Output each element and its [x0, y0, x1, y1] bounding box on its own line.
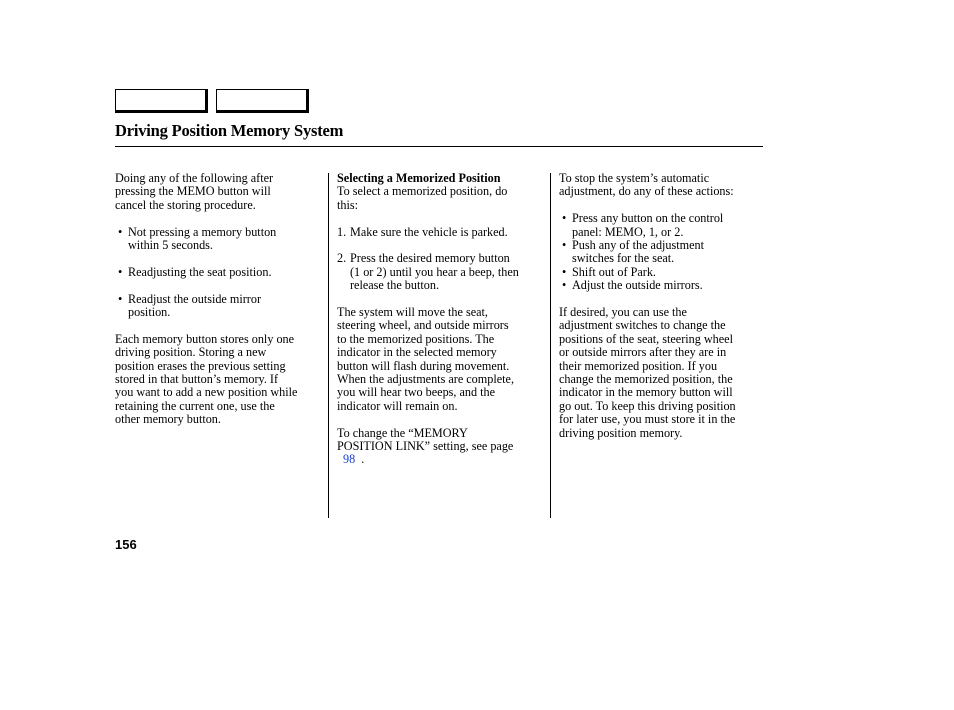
nav-button-previous[interactable]: [115, 89, 208, 113]
col3-bullet: • Press any button on the control panel: MEMO, 1, or 2.: [559, 212, 763, 239]
col2-intro: To select a memorized position, do this:: [337, 184, 508, 212]
page-number: 156: [115, 537, 137, 552]
col1-bullet: • Readjust the outside mirror position.: [115, 293, 321, 320]
col1-bullet: • Not pressing a memory button within 5 seconds.: [115, 226, 321, 253]
col1-intro: Doing any of the following after pressing the MEMO button will cancel the storing procedure.: [115, 171, 274, 212]
col2-change-setting: To change the “MEMORY POSITION LINK” setting, see page 98 .: [337, 425, 514, 467]
column-3: [559, 172, 763, 440]
column-1: [115, 172, 321, 427]
col3-paragraph: If desired, you can use the adjustment switches to change the positions of the seat, steering wheel or outside mirrors after they are in their memorized position. If you change the memorized position, the indicator in the memory button will go out. To keep this driving position for later use, you must store it in the driving position memory.: [559, 305, 736, 440]
col2-paragraph: The system will move the seat, steering wheel, and outside mirrors to the memorized positions. The indicator in the selected memory button will flash during movement. When the adjustments are complete, you will hear two beeps, and the indicator will remain on.: [337, 305, 514, 413]
col3-bullet: • Shift out of Park.: [559, 266, 763, 279]
column-divider-2: [550, 173, 551, 518]
nav-button-next[interactable]: [216, 89, 309, 113]
column-divider-1: [328, 173, 329, 518]
step-item: 2. Press the desired memory button (1 or 2) until you hear a beep, then release the button.: [337, 251, 519, 293]
title-rule: [115, 146, 763, 147]
col3-intro: To stop the system’s automatic adjustment, do any of these actions:: [559, 171, 734, 199]
step-item: 1. Make sure the vehicle is parked.: [337, 224, 508, 239]
page-reference-link[interactable]: 98: [343, 452, 356, 467]
column-2: [337, 172, 545, 467]
col1-paragraph: Each memory button stores only one driving position. Storing a new position erases the previous setting stored in that button’s memory. If you want to add a new position while retaining the current one, use the other memory button.: [115, 331, 298, 427]
page-title: Driving Position Memory System: [115, 121, 344, 140]
section-heading: Selecting a Memorized Position: [337, 171, 501, 185]
col3-bullet: • Push any of the adjustment switches for the seat.: [559, 239, 763, 266]
col1-bullet: • Readjusting the seat position.: [115, 266, 321, 279]
col3-bullet: • Adjust the outside mirrors.: [559, 279, 763, 292]
